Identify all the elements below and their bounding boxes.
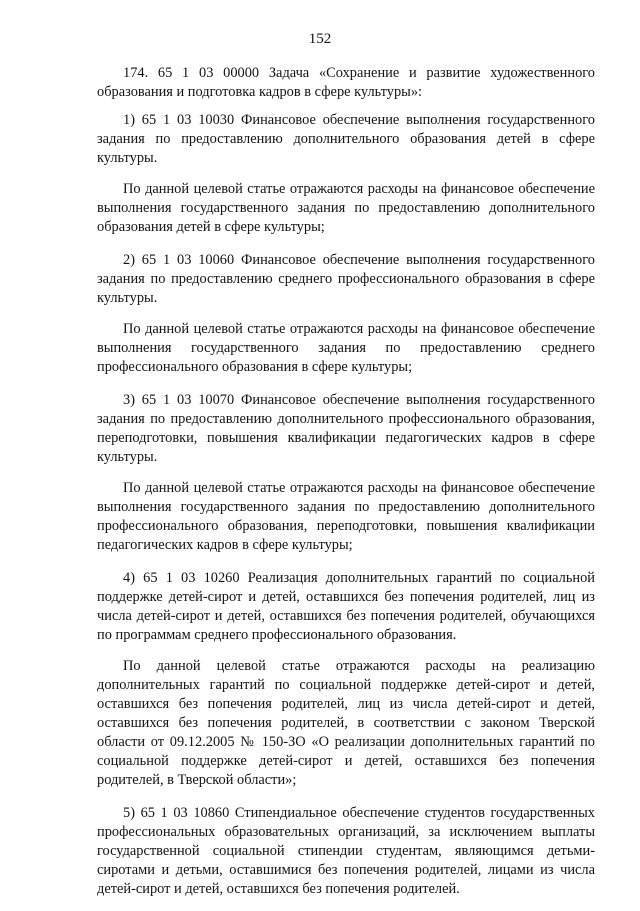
item-1-paragraph: 1) 65 1 03 10030 Финансовое обеспечение выполнения государственного задания по предоставлению дополнительного образования детей в сфере культуры. (97, 112, 595, 166)
item-2-description: По данной целевой статье отражаются расходы на финансовое обеспечение выполнения государственного задания по предоставлению среднего профессионального образования в сфере культуры; (97, 321, 595, 375)
task-heading-paragraph: 174. 65 1 03 00000 Задача «Сохранение и развитие художественного образования и подготовка кадров в сфере культуры»: (97, 65, 595, 100)
item-1-description: По данной целевой статье отражаются расходы на финансовое обеспечение выполнения государственного задания по предоставлению дополнительного образования детей в сфере культуры; (97, 181, 595, 235)
item-3-paragraph: 3) 65 1 03 10070 Финансовое обеспечение выполнения государственного задания по предоставлению дополнительного профессионального образования, переподготовки, повышения квалификации педагогических кадров в сфере культуры. (97, 392, 595, 465)
item-3-description: По данной целевой статье отражаются расходы на финансовое обеспечение выполнения государственного задания по предоставлению дополнительного профессионального образования, переподготовки, повышения квалификации педагогических кадров в сфере культуры; (97, 480, 595, 553)
item-2-paragraph: 2) 65 1 03 10060 Финансовое обеспечение выполнения государственного задания по предоставлению среднего профессионального образования в сфере культуры. (97, 252, 595, 306)
item-4-description: По данной целевой статье отражаются расходы на реализацию дополнительных гарантий по социальной поддержке детей-сирот и детей, оставшихся без попечения родителей, лиц из числа детей-сирот и детей, оставшихся без попечения родителей, в соответствии с законом Тверской области от 09.12.2005 № 150-ЗО «О реализации дополнительных гарантий по социальной поддержке детей-сирот и детей, оставшихся без попечения родителей, в Тверской области»; (97, 658, 595, 788)
item-5-paragraph: 5) 65 1 03 10860 Стипендиальное обеспечение студентов государственных профессиональных образовательных организаций, за исключением выплаты государственной социальной стипендии студентам, являющимся детьми-сиротами и детьми, оставшимися без попечения родителей, лицами из числа детей-сирот и детей, оставшихся без попечения родителей. (97, 805, 595, 897)
item-4-paragraph: 4) 65 1 03 10260 Реализация дополнительных гарантий по социальной поддержке детей-сирот и детей, оставшихся без попечения родителей, лиц из числа детей-сирот и детей, оставшихся без попечения родителей, обучающихся по программам среднего профессионального образования. (97, 570, 595, 643)
document-body (97, 64, 595, 911)
page-number: 152 (308, 31, 332, 47)
